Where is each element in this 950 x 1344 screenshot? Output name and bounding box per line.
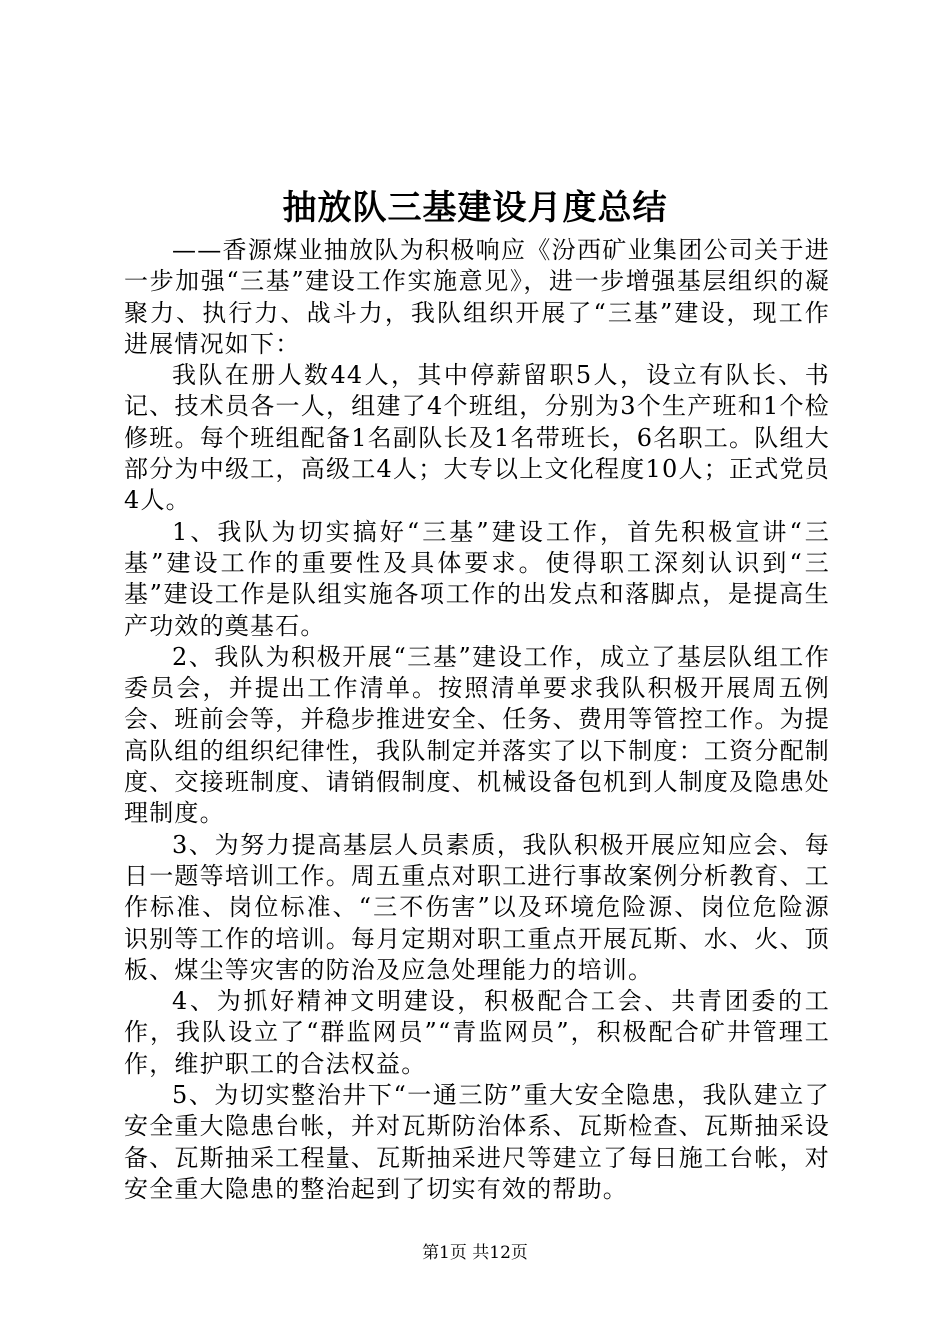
item-3-paragraph: 3、为努力提高基层人员素质，我队积极开展应知应会、每日一题等培训工作。周五重点对职工进行事故案例分析教育、工作标准、岗位标准、“三不伤害”以及环境危险源、岗位危险源识别等工作的培训。每月定期对职工重点开展瓦斯、水、火、顶板、煤尘等灾害的防治及应急处理能力的培训。 [124,830,830,984]
item-5-paragraph: 5、为切实整治井下“一通三防”重大安全隐患，我队建立了安全重大隐患台帐，并对瓦斯防治体系、瓦斯检查、瓦斯抽采设备、瓦斯抽采工程量、瓦斯抽采进尺等建立了每日施工台帐，对安全重大隐患的整治起到了切实有效的帮助。 [124,1081,830,1203]
document-title: 抽放队三基建设月度总结 [282,188,668,228]
intro-paragraph: ——香源煤业抽放队为积极响应《汾西矿业集团公司关于进一步加强“三基”建设工作实施意见》，进一步增强基层组织的凝聚力、执行力、战斗力，我队组织开展了“三基”建设，现工作进展情况如下： [124,236,830,358]
document-body [124,235,830,1205]
staff-overview-paragraph: 我队在册人数44人，其中停薪留职5人，设立有队长、书记、技术员各一人，组建了4个班组，分别为3个生产班和1个检修班。每个班组配备1名副队长及1名带班长，6名职工。队组大部分为中级工，高级工4人；大专以上文化程度10人；正式党员4人。 [124,361,830,515]
item-2-paragraph: 2、我队为积极开展“三基”建设工作，成立了基层队组工作委员会，并提出工作清单。按照清单要求我队积极开展周五例会、班前会等，并稳步推进安全、任务、费用等管控工作。为提高队组的组织纪律性，我队制定并落实了以下制度：工资分配制度、交接班制度、请销假制度、机械设备包机到人制度及隐患处理制度。 [124,642,830,828]
page-number-footer: 第1页 共12页 [422,1243,528,1263]
item-1-paragraph: 1、我队为切实搞好“三基”建设工作，首先积极宣讲“三基”建设工作的重要性及具体要求。使得职工深刻认识到“三基”建设工作是队组实施各项工作的出发点和落脚点，是提高生产功效的奠基石。 [124,517,830,640]
item-4-paragraph: 4、为抓好精神文明建设，积极配合工会、共青团委的工作，我队设立了“群监网员”“青监网员”，积极配合矿井管理工作，维护职工的合法权益。 [124,987,830,1078]
